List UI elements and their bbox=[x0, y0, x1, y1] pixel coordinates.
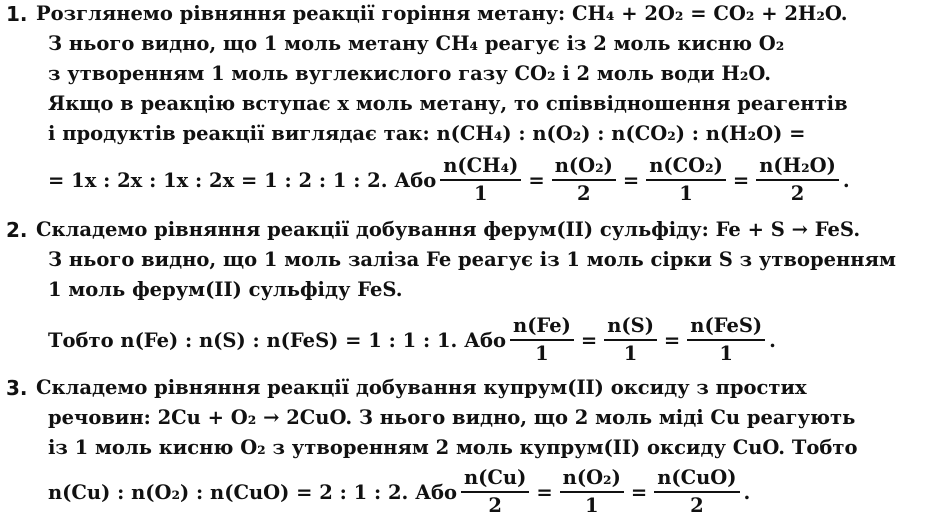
item-2-line-2: З нього видно, що 1 моль заліза Fe реагує із 1 моль сірки S з утворенням bbox=[48, 248, 896, 271]
item-2-ratio-line bbox=[48, 310, 776, 370]
item-1-fraction-ch4 bbox=[440, 153, 521, 207]
item-3-fraction-o2 bbox=[560, 465, 624, 519]
fraction-denominator: 2 bbox=[790, 182, 805, 205]
fraction-numerator: n(CH₄) bbox=[440, 153, 521, 181]
item-1-ratio-line bbox=[48, 150, 850, 210]
fraction-denominator: 2 bbox=[577, 182, 591, 205]
item-1-line-3: з утворенням 1 моль вуглекислого газу CO₂ і 2 моль води H₂O. bbox=[48, 62, 772, 85]
item-3-number: 3. bbox=[6, 376, 28, 400]
item-1-line-5: і продуктів реакції виглядає так: n(CH₄) : n(O₂) : n(CO₂) : n(H₂O) = bbox=[48, 122, 806, 145]
period: . bbox=[769, 328, 776, 352]
item-2-line-1: Складемо рівняння реакції добування ферум(ІІ) сульфіду: Fe + S → FeS. bbox=[36, 218, 861, 241]
equals-sign: = bbox=[528, 168, 545, 192]
item-3-line-2: речовин: 2Cu + O₂ → 2CuO. З нього видно, що 2 моль міді Cu реагують bbox=[48, 406, 856, 429]
item-1-ratio-text: = 1x : 2x : 1x : 2x = 1 : 2 : 1 : 2. Або bbox=[48, 168, 437, 192]
fraction-numerator: n(S) bbox=[604, 313, 657, 341]
item-2-fraction-fes bbox=[687, 313, 765, 367]
fraction-numerator: n(FeS) bbox=[687, 313, 765, 341]
item-2-ratio-text: Тобто n(Fe) : n(S) : n(FeS) = 1 : 1 : 1. Або bbox=[48, 328, 507, 352]
item-3-fraction-cu bbox=[461, 465, 529, 519]
fraction-denominator: 2 bbox=[690, 494, 704, 517]
item-2-line-3: 1 моль ферум(ІІ) сульфіду FeS. bbox=[48, 278, 403, 301]
item-3-ratio-text: n(Cu) : n(O₂) : n(CuO) = 2 : 1 : 2. Або bbox=[48, 480, 457, 504]
item-1-fraction-h2o bbox=[756, 153, 839, 207]
item-1-line-4: Якщо в реакцію вступає x моль метану, то співвідношення реагентів bbox=[48, 92, 848, 115]
item-1-fraction-o2 bbox=[552, 153, 616, 207]
item-3-fraction-cuo bbox=[654, 465, 739, 519]
item-3-line-1: Складемо рівняння реакції добування купрум(ІІ) оксиду з простих bbox=[36, 376, 807, 399]
fraction-numerator: n(O₂) bbox=[552, 153, 616, 181]
item-2-number: 2. bbox=[6, 218, 28, 242]
equals-sign: = bbox=[580, 328, 598, 352]
item-1-line-2: З нього видно, що 1 моль метану CH₄ реагує із 2 моль кисню O₂ bbox=[48, 32, 785, 55]
item-1-line-1: Розглянемо рівняння реакції горіння метану: CH₄ + 2O₂ = CO₂ + 2H₂O. bbox=[36, 2, 848, 25]
item-1-number: 1. bbox=[6, 2, 28, 26]
equals-sign: = bbox=[536, 480, 553, 504]
fraction-numerator: n(Cu) bbox=[461, 465, 529, 493]
equals-sign: = bbox=[732, 168, 750, 192]
item-2-fraction-s bbox=[604, 313, 657, 367]
fraction-denominator: 1 bbox=[535, 342, 549, 365]
equals-sign: = bbox=[663, 328, 681, 352]
item-3-line-3: із 1 моль кисню O₂ з утворенням 2 моль купрум(ІІ) оксиду CuO. Тобто bbox=[48, 436, 858, 459]
fraction-denominator: 1 bbox=[719, 342, 733, 365]
fraction-denominator: 1 bbox=[474, 182, 488, 205]
fraction-numerator: n(CO₂) bbox=[646, 153, 726, 181]
fraction-denominator: 1 bbox=[679, 182, 693, 205]
fraction-denominator: 2 bbox=[488, 494, 502, 517]
period: . bbox=[842, 168, 850, 192]
equals-sign: = bbox=[630, 480, 648, 504]
fraction-denominator: 1 bbox=[623, 342, 638, 365]
fraction-numerator: n(H₂O) bbox=[756, 153, 839, 181]
item-1-fraction-co2 bbox=[646, 153, 726, 207]
fraction-denominator: 1 bbox=[584, 494, 599, 517]
item-3-ratio-line bbox=[48, 462, 750, 522]
fraction-numerator: n(CuO) bbox=[654, 465, 739, 493]
fraction-numerator: n(Fe) bbox=[510, 313, 574, 341]
fraction-numerator: n(O₂) bbox=[560, 465, 624, 493]
item-2-fraction-fe bbox=[510, 313, 574, 367]
period: . bbox=[743, 480, 751, 504]
equals-sign: = bbox=[622, 168, 640, 192]
